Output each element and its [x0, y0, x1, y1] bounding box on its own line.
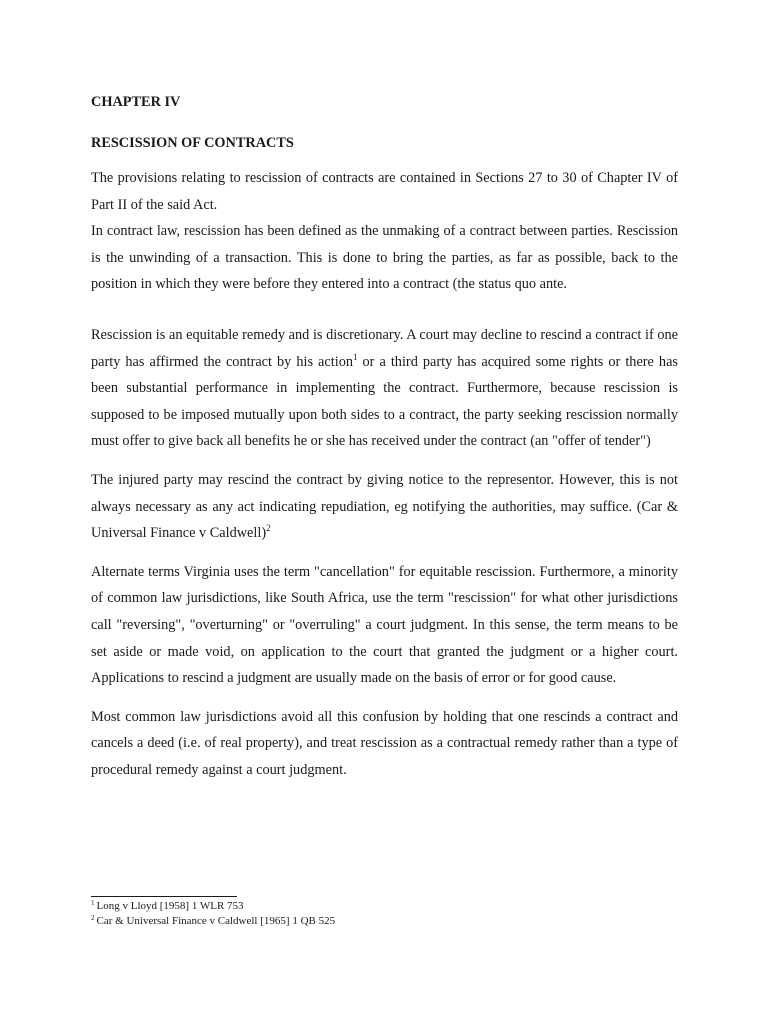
footnote-mark: 1 [91, 899, 95, 907]
paragraph-definition: In contract law, rescission has been defined as the unmaking of a contract between parties. Rescission is the unwinding of a transaction. This is done to bring the parties, as far as possible, back to the position in which they were before they entered into a contract (the status quo ante. [91, 223, 678, 293]
footnote-item [91, 914, 678, 929]
document-body [91, 92, 678, 783]
paragraph-provisions: The provisions relating to rescission of contracts are contained in Sections 27 to 30 of Chapter IV of Part II of the said Act. [91, 170, 678, 213]
footnotes [91, 896, 678, 929]
chapter-heading: CHAPTER IV [91, 94, 181, 110]
paragraph-common-law: Most common law jurisdictions avoid all this confusion by holding that one rescinds a contract and cancels a deed (i.e. of real property), and treat rescission as a contractual remedy rather than a type of procedural remedy against a court judgment. [91, 708, 678, 778]
paragraph-text: The injured party may rescind the contract by giving notice to the representor. However, this is not always necessary as any act indicating repudiation, eg notifying the authorities, may suffice. (Car & Universal Finance v Caldwell) [91, 471, 678, 542]
footnote-divider [91, 896, 237, 897]
footnote-text: Long v Lloyd [1958] 1 WLR 753 [96, 900, 244, 912]
footnote-mark: 2 [91, 914, 95, 922]
footnote-item [91, 899, 678, 914]
section-heading: RESCISSION OF CONTRACTS [91, 135, 294, 151]
paragraph-alternate-terms: Alternate terms Virginia uses the term "cancellation" for equitable rescission. Furthermore, a minority of common law jurisdictions, like South Africa, use the term "rescission" for what other jurisdictions call "reversing", "overturning" or "overruling" a court judgment. In this sense, the term means to be set aside or made void, on application to the court that granted the judgment or a higher court. Applications to rescind a judgment are usually made on the basis of error or for good cause. [91, 563, 678, 687]
footnote-reference-1[interactable]: 1 [353, 351, 358, 362]
footnote-reference-2[interactable]: 2 [266, 523, 271, 534]
paragraph-injured-party [91, 467, 678, 547]
footnote-text: Car & Universal Finance v Caldwell [1965] 1 QB 525 [96, 915, 336, 927]
paragraph-text: or a third party has acquired some rights or there has been substantial performance in implementing the contract. Furthermore, because rescission is supposed to be imposed mutually upon both sides to a contract, the party seeking rescission normally must offer to give back all benefits he or she has received under the contract (an "offer of tender") [91, 353, 678, 450]
paragraph-text: Rescission is an equitable remedy and is discretionary. A court may decline to rescind a contract if one party has affirmed the contract by his action [91, 326, 678, 370]
paragraph-equitable-remedy [91, 322, 678, 455]
